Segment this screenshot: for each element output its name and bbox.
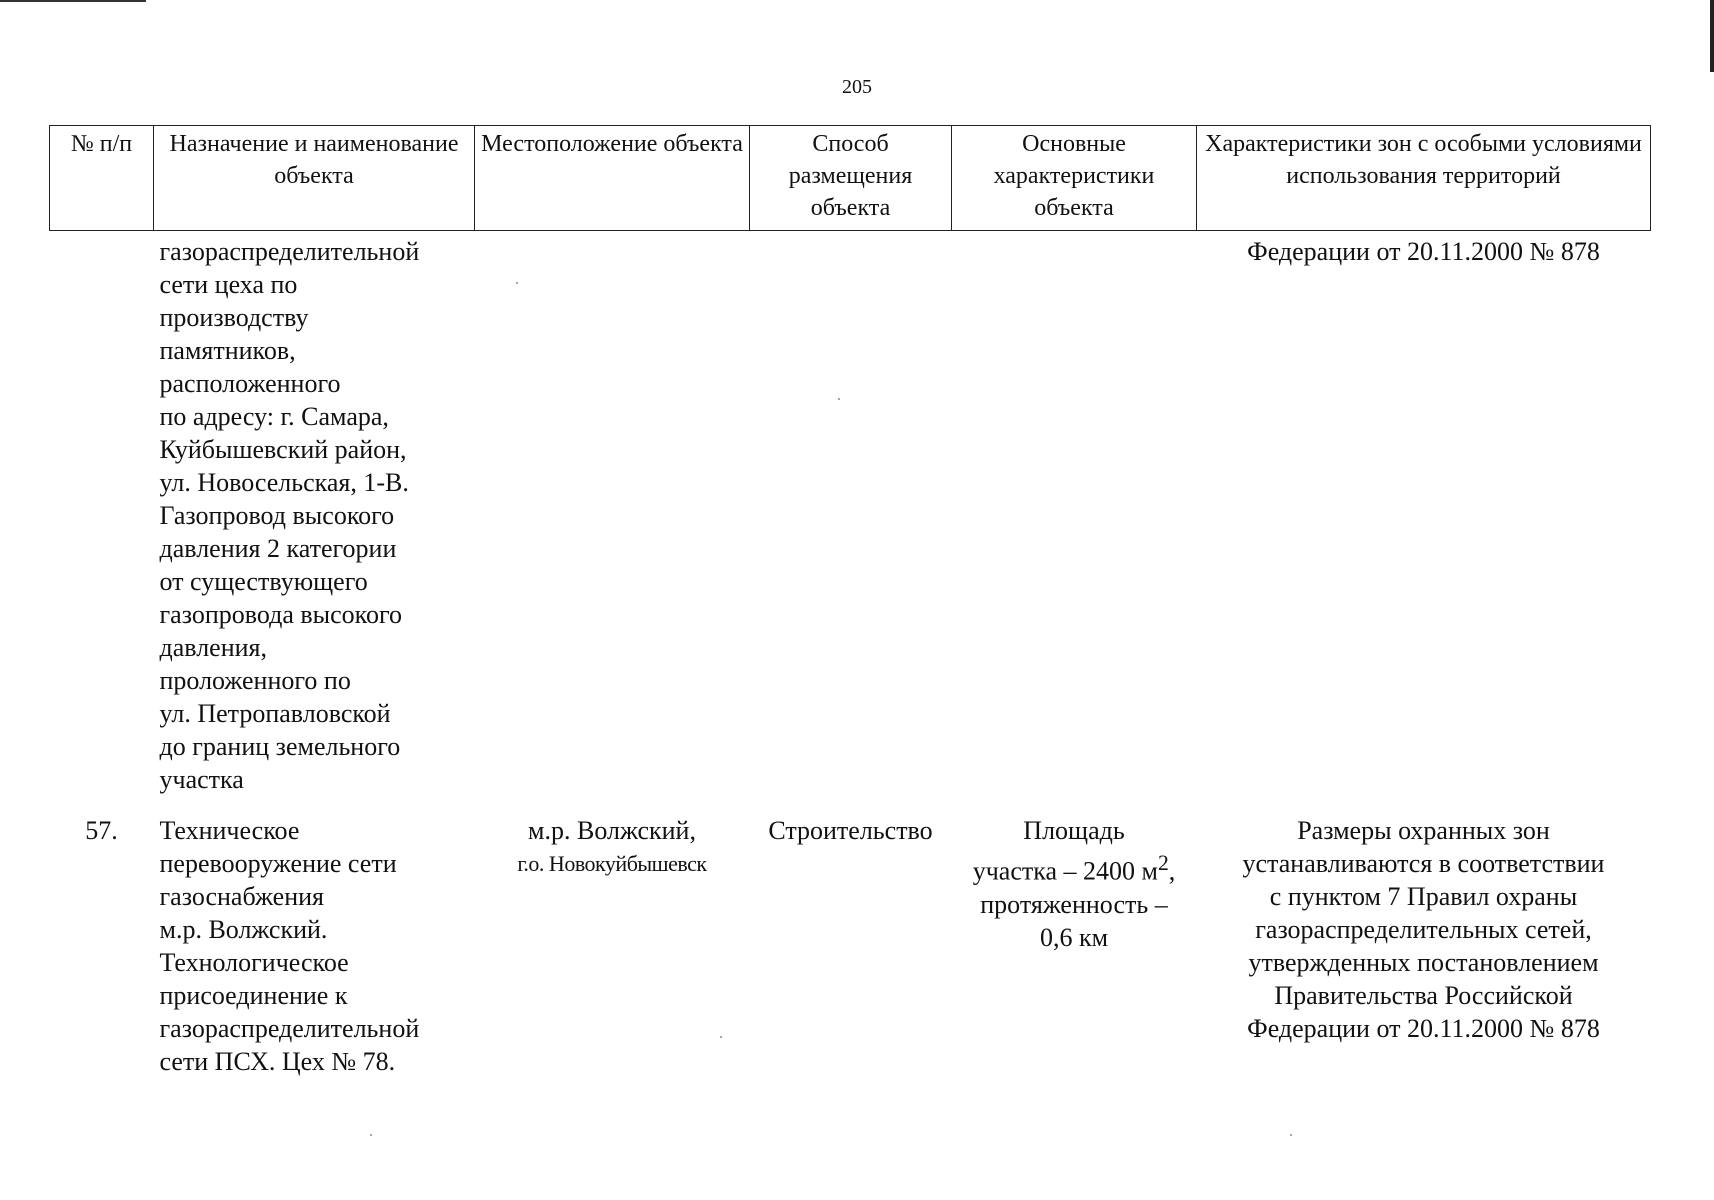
scan-speck [720, 1036, 722, 1038]
name-line: до границ земельного [159, 732, 401, 761]
location-district: м.р. Волжский, [528, 816, 696, 845]
main-area-unit-exponent: 2 [1157, 851, 1169, 875]
name-line: производству [159, 303, 309, 332]
cell-number: 57. [85, 816, 118, 845]
name-line: участка [159, 765, 244, 794]
zone-line: Федерации от 20.11.2000 № 878 [1247, 237, 1600, 266]
cell-method: Строительство [768, 816, 933, 845]
scan-speck [838, 398, 840, 400]
main-area-text: участка – 2400 м [972, 856, 1158, 886]
cell-number-empty [50, 231, 154, 811]
name-line: Техническое [159, 816, 300, 845]
name-line: ул. Петропавловской [159, 699, 391, 728]
main-length-label: протяженность – [980, 889, 1168, 919]
location-town: г.о. Новокуйбышевск [517, 851, 707, 876]
cell-main-characteristics [952, 810, 1197, 1092]
header-method: Способ размещения объекта [750, 126, 952, 231]
objects-table [49, 125, 1651, 1092]
name-line: расположенного [159, 369, 341, 398]
name-line: газораспределительной [159, 237, 420, 266]
table-row-continuation [50, 231, 1651, 811]
cell-method-empty [750, 231, 952, 811]
main-area-value [958, 847, 1191, 888]
name-line: ул. Новосельская, 1-В. [159, 468, 409, 497]
name-line: Газопровод высокого [159, 501, 395, 530]
table-header-row [50, 126, 1651, 231]
name-line: давления, [159, 633, 268, 662]
name-line: Технологическое [159, 948, 349, 977]
zone-line: Федерации от 20.11.2000 № 878 [1247, 1014, 1600, 1043]
cell-main-empty [952, 231, 1197, 811]
header-zone-characteristics: Характеристики зон с особыми условиями использования территорий [1197, 126, 1651, 231]
name-line: по адресу: г. Самара, [159, 402, 389, 431]
name-line: от существующего [159, 567, 368, 596]
main-area-comma: , [1168, 856, 1176, 886]
cell-zone-continuation [1197, 231, 1651, 811]
header-location: Местоположение объекта [475, 126, 750, 231]
zone-line: с пунктом 7 Правил охраны [1269, 882, 1578, 911]
name-line: присоединение к [159, 981, 348, 1010]
name-line: газопровода высокого [159, 600, 402, 629]
cell-name-continuation [154, 231, 475, 811]
header-number: № п/п [50, 126, 154, 231]
scan-speck [1290, 1134, 1292, 1136]
name-line: давления 2 категории [159, 534, 397, 563]
header-name: Назначение и наименование объекта [154, 126, 475, 231]
name-line: газораспределительной [159, 1014, 420, 1043]
zone-line: устанавливаются в соответствии [1242, 849, 1605, 878]
zone-line: Правительства Российской [1274, 981, 1573, 1010]
name-line: проложенного по [159, 666, 351, 695]
cell-location-empty [475, 231, 750, 811]
name-line: перевооружение сети [159, 849, 397, 878]
name-line: м.р. Волжский. [159, 915, 328, 944]
name-line: сети ПСХ. Цех № 78. [159, 1047, 396, 1076]
scan-speck [370, 1134, 372, 1136]
zone-line: утвержденных постановлением [1248, 948, 1599, 977]
name-line: сети цеха по [159, 270, 298, 299]
zone-line: Размеры охранных зон [1297, 816, 1550, 845]
scan-speck [516, 282, 518, 284]
name-line: Куйбышевский район, [159, 435, 407, 464]
cell-location [475, 810, 750, 1092]
page-number: 205 [842, 76, 872, 98]
zone-line: газораспределительных сетей, [1255, 915, 1592, 944]
main-length-value: 0,6 км [1039, 922, 1109, 952]
edge-scan-mark [1710, 0, 1714, 72]
header-main-characteristics: Основные характеристики объекта [952, 126, 1197, 231]
cell-name [154, 810, 475, 1092]
name-line: памятников, [159, 336, 296, 365]
table-row-57 [50, 810, 1651, 1092]
name-line: газоснабжения [159, 882, 324, 911]
cell-zone-characteristics [1197, 810, 1651, 1092]
corner-rule [0, 0, 146, 2]
main-area-label: Площадь [1023, 816, 1125, 845]
